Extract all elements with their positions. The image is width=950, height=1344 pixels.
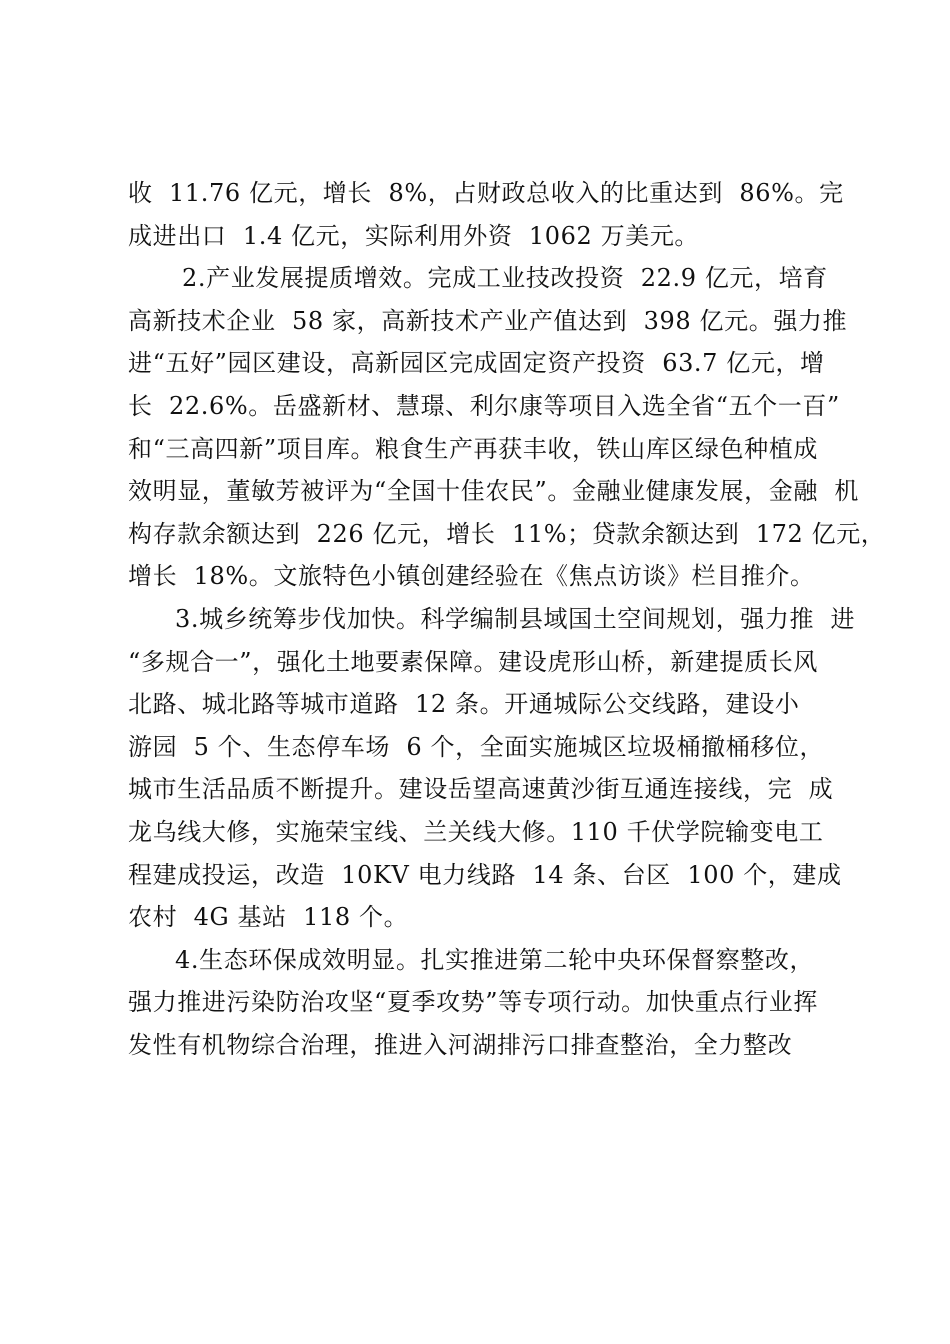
text-line: 发性有机物综合治理，推进入河湖排污口排查整治，全力整改 bbox=[128, 1030, 793, 1059]
text-line: 农村 4G 基站 118 个。 bbox=[128, 903, 409, 932]
text-line: 城市生活品质不断提升。建设岳望高速黄沙街互通连接线，完 成 bbox=[128, 775, 834, 804]
text-line: 长 22.6%。岳盛新材、慧璟、利尔康等项目入选全省“五个一百” bbox=[128, 391, 840, 420]
text-line: 增长 18%。文旅特色小镇创建经验在《焦点访谈》栏目推介。 bbox=[128, 562, 815, 591]
text-line: 收 11.76 亿元，增长 8%，占财政总收入的比重达到 86%。完 bbox=[128, 179, 844, 207]
text-line: 成进出口 1.4 亿元，实际利用外资 1062 万美元。 bbox=[128, 221, 700, 250]
text-line: 高新技术企业 58 家，高新技术产业产值达到 398 亿元。强力推 bbox=[128, 306, 848, 335]
text-line: 构存款余额达到 226 亿元，增长 11%；贷款余额达到 172 亿元， bbox=[128, 519, 886, 548]
body-text bbox=[128, 172, 886, 1066]
text-line: 效明显，董敏芳被评为“全国十佳农民”。金融业健康发展，金融 机 bbox=[128, 477, 859, 506]
text-line: 进“五好”园区建设，高新园区完成固定资产投资 63.7 亿元，增 bbox=[128, 349, 825, 378]
paragraph-heading-line: 4.生态环保成效明显。扎实推进第二轮中央环保督察整改， bbox=[175, 945, 815, 974]
text-line: 游园 5 个、生态停车场 6 个，全面实施城区垃圾桶撤桶移位， bbox=[128, 732, 825, 761]
paragraph-heading-line: 3.城乡统筹步伐加快。科学编制县域国土空间规划，强力推 进 bbox=[175, 604, 856, 633]
text-line: 程建成投运，改造 10KV 电力线路 14 条、台区 100 个，建成 bbox=[128, 860, 842, 889]
text-line: 龙乌线大修，实施荣宝线、兰关线大修。110 千伏学院输变电工 bbox=[128, 817, 824, 846]
paragraph-heading-line: 2.产业发展提质增效。完成工业技改投资 22.9 亿元，培育 bbox=[182, 264, 828, 293]
text-line: “多规合一”，强化土地要素保障。建设虎形山桥，新建提质长风 bbox=[128, 647, 818, 676]
text-line: 和“三高四新”项目库。粮食生产再获丰收，铁山库区绿色种植成 bbox=[128, 434, 818, 463]
text-line: 强力推进污染防治攻坚“夏季攻势”等专项行动。加快重点行业挥 bbox=[128, 988, 818, 1017]
text-line: 北路、城北路等城市道路 12 条。开通城际公交线路，建设小 bbox=[128, 690, 800, 719]
